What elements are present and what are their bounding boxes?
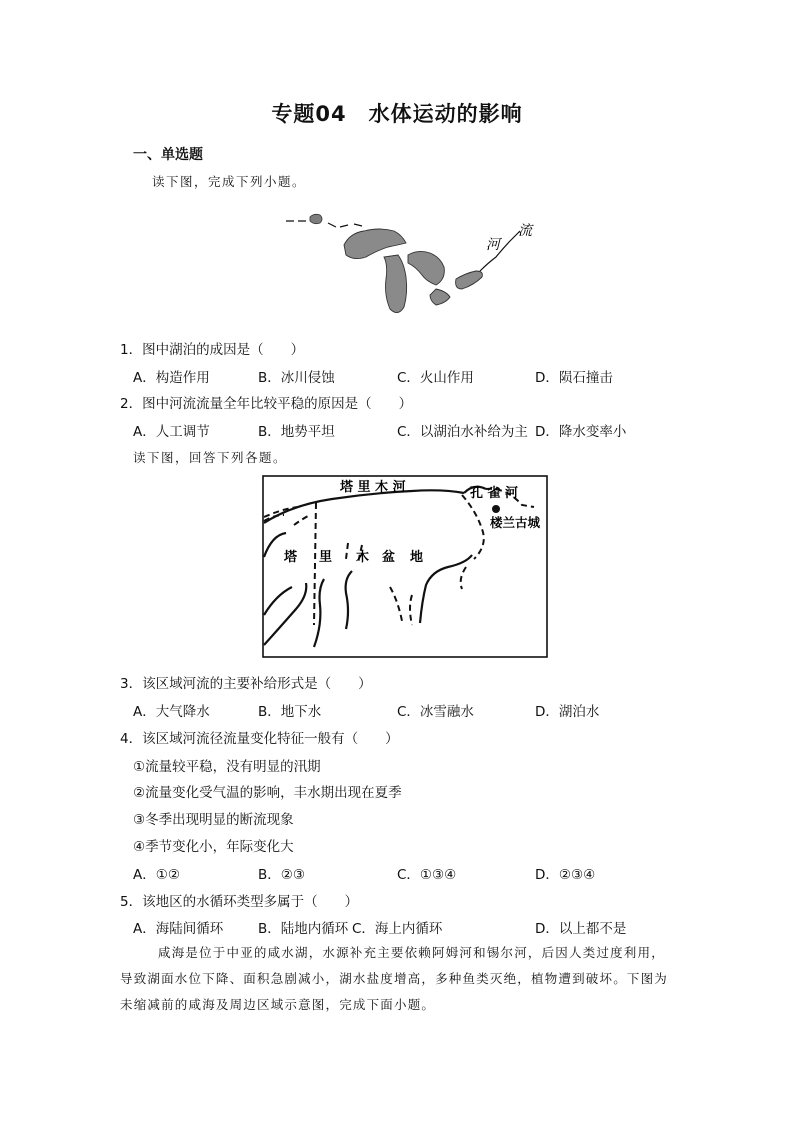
q4-statement-2: ②流量变化受气温的影响，丰水期出现在夏季 <box>133 785 402 801</box>
q1-option-d[interactable]: D．陨石撞击 <box>535 370 613 386</box>
q3-option-a[interactable]: A．大气降水 <box>133 704 210 720</box>
q2-option-d[interactable]: D．降水变率小 <box>535 424 627 440</box>
lake-erie <box>430 289 450 305</box>
great-lakes-map <box>280 205 530 327</box>
aral-sea-paragraph: 咸海是位于中亚的咸水湖，水源补充主要依赖阿姆河和锡尔河，后因人类过度利用，导致湖面水位下降、面积急剧减小，湖水盐度增高，多种鱼类灭绝，植物遭到破坏。下图为未缩减前的咸海及周边区域示意图，完成下面小题。 <box>120 945 669 1012</box>
section-heading: 一、单选题 <box>133 147 203 163</box>
q3-option-b[interactable]: B．地下水 <box>258 704 322 720</box>
q2-option-c[interactable]: C．以湖泊水补给为主 <box>397 424 528 440</box>
basin-label-char-5: 地 <box>410 550 424 565</box>
q3-option-c[interactable]: C．冰雪融水 <box>397 704 474 720</box>
basin-label-char-2: 里 <box>319 550 333 565</box>
q2-option-b[interactable]: B．地势平坦 <box>258 424 335 440</box>
question-2: 2．图中河流流量全年比较平稳的原因是（ ） <box>120 396 413 412</box>
q5-option-a[interactable]: A．海陆间循环 <box>133 921 224 937</box>
q5-option-d[interactable]: D．以上都不是 <box>535 921 627 937</box>
q5-option-c[interactable]: C．海上内循环 <box>352 921 443 937</box>
lake-michigan <box>384 255 407 313</box>
question-3: 3．该区域河流的主要补给形式是（ ） <box>120 676 372 692</box>
q5-option-b[interactable]: B．陆地内循环 <box>258 921 349 937</box>
q4-statement-3: ③冬季出现明显的断流现象 <box>133 812 294 828</box>
lake-huron <box>408 251 444 285</box>
label-kongque-river: 孔 雀 河 <box>470 486 519 501</box>
loulan-site-marker <box>492 505 500 513</box>
q3-option-d[interactable]: D．湖泊水 <box>535 704 600 720</box>
map1-label-he: 河 <box>486 237 500 253</box>
q4-option-d[interactable]: D．②③④ <box>535 867 596 883</box>
q4-option-a[interactable]: A．①② <box>133 867 180 883</box>
label-tarim-river: 塔 里 木 河 <box>340 480 406 495</box>
q4-option-c[interactable]: C．①③④ <box>397 867 457 883</box>
map1-label-liu: 流 <box>518 223 532 239</box>
intro-text-2: 读下图，回答下列各题。 <box>133 450 288 465</box>
q4-statement-1: ①流量较平稳，没有明显的汛期 <box>133 759 321 775</box>
lake-ontario <box>456 271 483 289</box>
q2-option-a[interactable]: A．人工调节 <box>133 424 210 440</box>
q1-option-a[interactable]: A．构造作用 <box>133 370 210 386</box>
question-1: 1．图中湖泊的成因是（ ） <box>120 342 305 358</box>
basin-label-char-3: 木 <box>356 550 370 565</box>
page-title: 专题04 水体运动的影响 <box>271 102 523 126</box>
q4-option-b[interactable]: B．②③ <box>258 867 305 883</box>
basin-label-char-1: 塔 <box>284 550 298 565</box>
tarim-basin-map <box>262 475 548 658</box>
question-5: 5．该地区的水循环类型多属于（ ） <box>120 894 359 910</box>
lake-small-west <box>310 214 322 223</box>
intro-text-1: 读下图，完成下列小题。 <box>152 174 307 189</box>
lake-superior <box>344 229 406 259</box>
q1-option-c[interactable]: C．火山作用 <box>397 370 474 386</box>
basin-label-char-4: 盆 <box>382 550 396 565</box>
q4-statement-4: ④季节变化小，年际变化大 <box>133 839 294 855</box>
q1-option-b[interactable]: B．冰川侵蚀 <box>258 370 335 386</box>
label-loulan-city: 楼兰古城 <box>490 515 541 530</box>
question-4: 4．该区域河流径流量变化特征一般有（ ） <box>120 731 399 747</box>
